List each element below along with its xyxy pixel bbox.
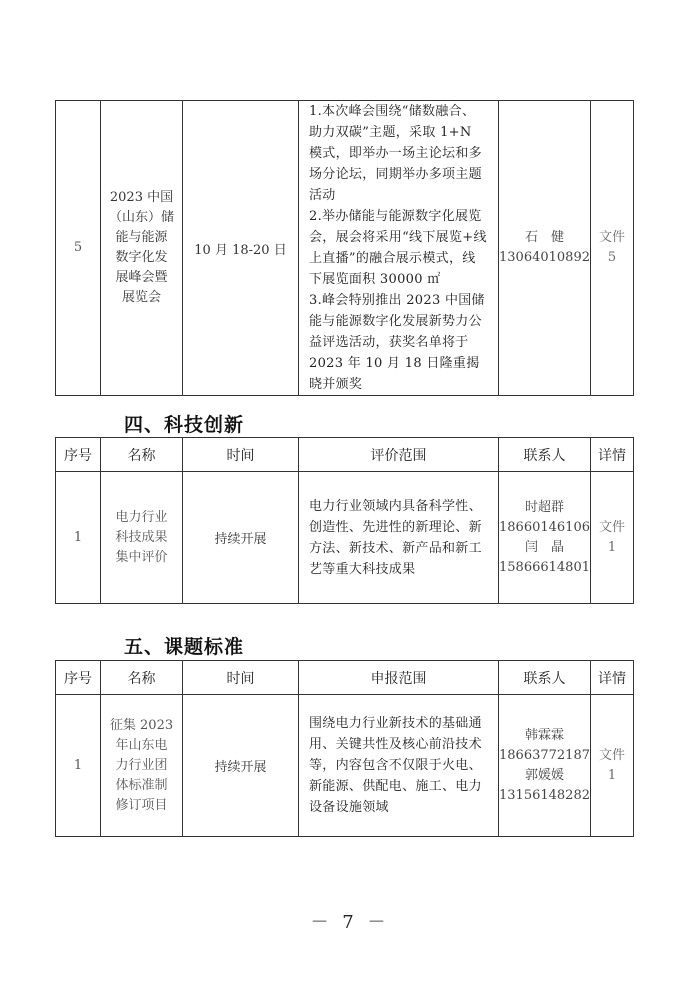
event-content: 1.本次峰会围绕“储数融合、助力双碳”主题，采取 1+N 模式，即举办一场主论坛和多场分论坛，同期举办多项主题活动 2.举办储能与能源数字化展览会，展会将采用“线下展览+线上直播”的融合展示模式，线下展览面积 30000 ㎡ 3.峰会特别推出 2023 中国储能与能源数字化发展新势力公益评选活动，获奖名单将于 2023 年 10 月 18 日隆重揭晓并颁奖 (299, 101, 499, 396)
header-contact: 联系人 (499, 438, 591, 472)
event-contact: 石 健 13064010892 (499, 101, 591, 396)
summit-table (55, 100, 634, 396)
topic-standards-table (55, 660, 634, 837)
header-time: 时间 (183, 438, 299, 472)
row-number: 5 (56, 101, 101, 396)
table-header-row (56, 438, 634, 472)
item-scope: 围绕电力行业新技术的基础通用、关键共性及核心前沿技术等，内容包含不仅限于火电、新能源、供配电、施工、电力设备设施领域 (299, 695, 499, 837)
page-number: － 7 － (310, 912, 390, 933)
item-scope: 电力行业领域内具备科学性、创造性、先进性的新理论、新方法、新技术、新产品和新工艺等重大科技成果 (299, 472, 499, 604)
table-row (56, 472, 634, 604)
item-detail-link[interactable]: 文件 1 (591, 695, 634, 837)
table-header-row (56, 661, 634, 695)
header-scope: 申报范围 (299, 661, 499, 695)
header-name: 名称 (101, 661, 183, 695)
header-time: 时间 (183, 661, 299, 695)
section-title-tech-innovation: 四、科技创新 (124, 414, 245, 436)
header-no: 序号 (56, 438, 101, 472)
header-scope: 评价范围 (299, 438, 499, 472)
header-contact: 联系人 (499, 661, 591, 695)
item-contact: 韩霖霖 18663772187 郭媛媛 13156148282 (499, 695, 591, 837)
event-detail-link[interactable]: 文件 5 (591, 101, 634, 396)
header-detail: 详情 (591, 438, 634, 472)
tech-innovation-table (55, 437, 634, 604)
item-name: 电力行业 科技成果 集中评价 (101, 472, 183, 604)
item-contact: 时超群 18660146106 闫 晶 15866614801 (499, 472, 591, 604)
header-detail: 详情 (591, 661, 634, 695)
item-time: 持续开展 (183, 472, 299, 604)
event-time: 10 月 18-20 日 (183, 101, 299, 396)
row-number: 1 (56, 695, 101, 837)
event-name: 2023 中国 （山东）储 能与能源 数字化发 展峰会暨 展览会 (101, 101, 183, 396)
item-name: 征集 2023 年山东电 力行业团 体标准制 修订项目 (101, 695, 183, 837)
header-name: 名称 (101, 438, 183, 472)
row-number: 1 (56, 472, 101, 604)
table-row (56, 101, 634, 396)
item-time: 持续开展 (183, 695, 299, 837)
header-no: 序号 (56, 661, 101, 695)
table-row (56, 695, 634, 837)
item-detail-link[interactable]: 文件 1 (591, 472, 634, 604)
section-title-topic-standards: 五、课题标准 (124, 636, 245, 658)
